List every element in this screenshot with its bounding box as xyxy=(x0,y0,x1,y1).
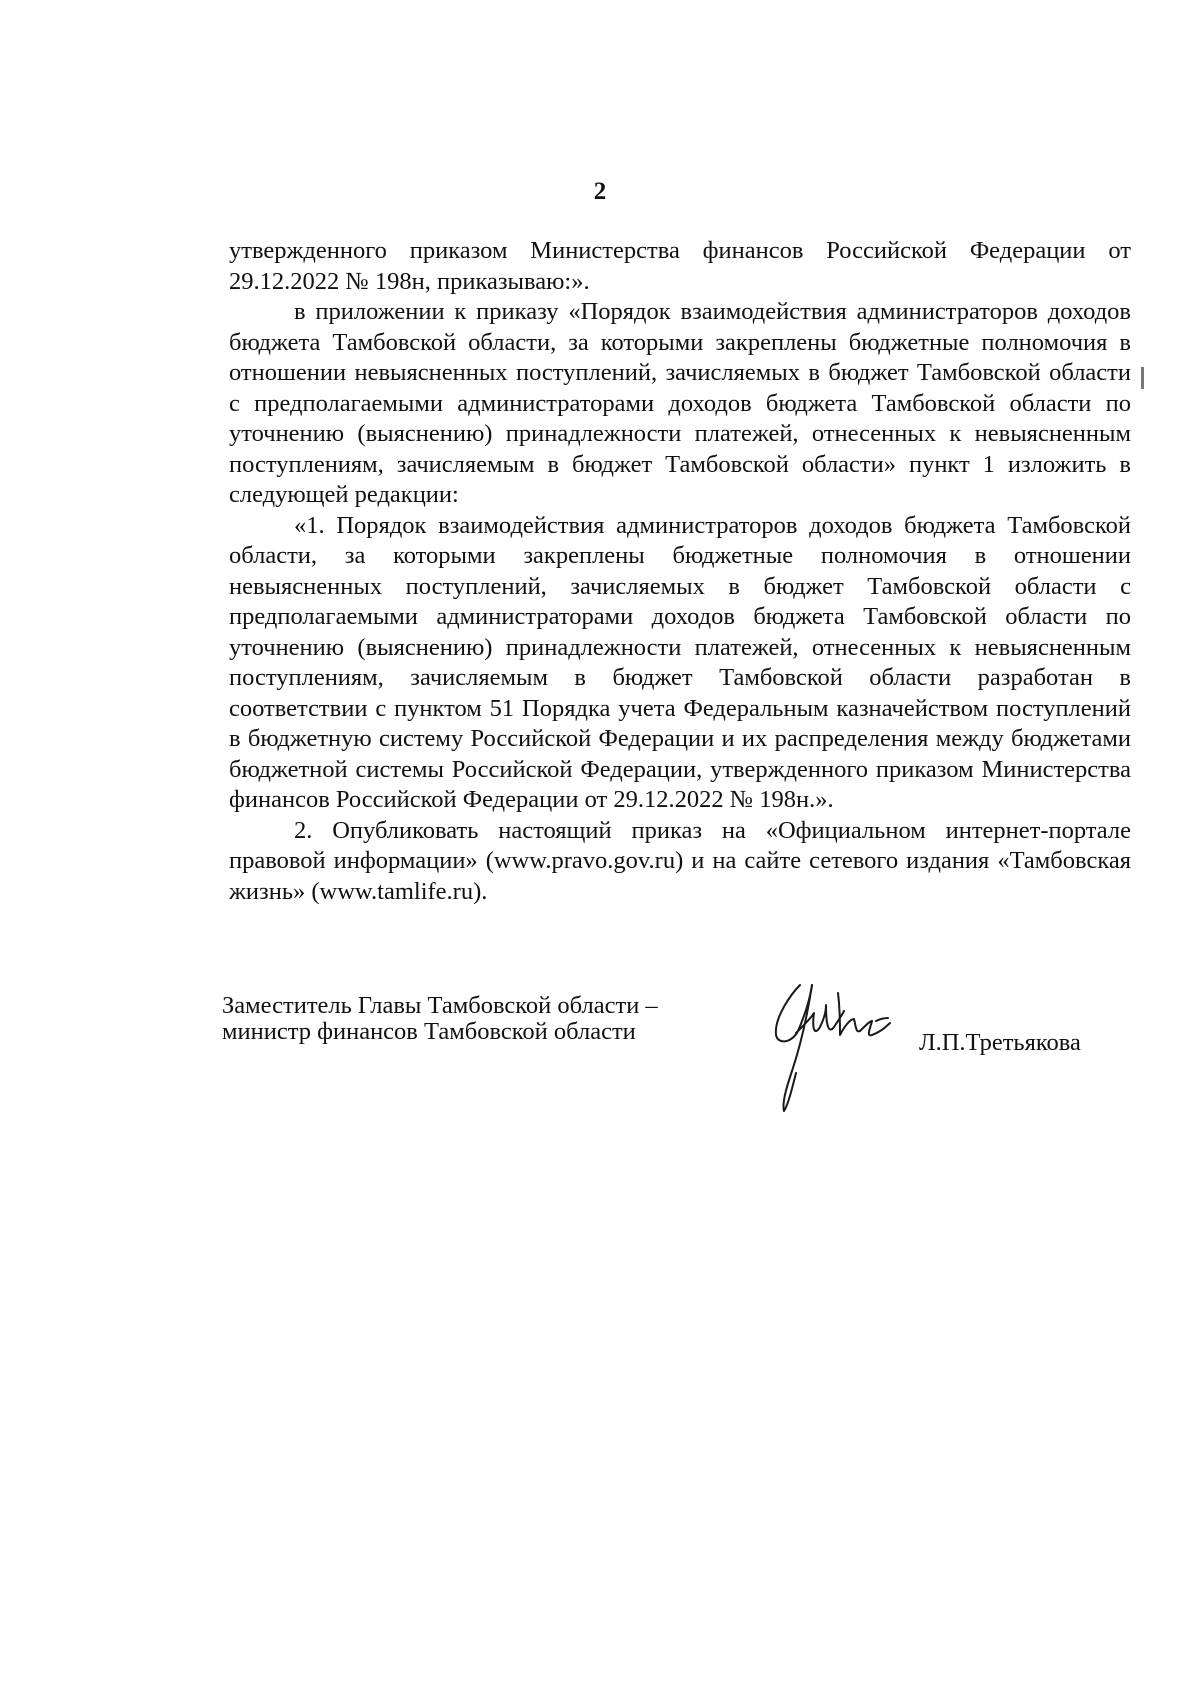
page-number: 2 xyxy=(593,178,607,205)
paragraph-continuation: утвержденного приказом Министерства финансов Российской Федерации от 29.12.2022 № 198н, приказываю:». xyxy=(229,237,1131,295)
signature-block xyxy=(222,993,1152,1163)
handwritten-signature xyxy=(752,971,902,1121)
signer-title xyxy=(222,993,658,1045)
signer-name: Л.П.Третьякова xyxy=(919,1029,1081,1056)
document-body xyxy=(229,236,1131,907)
paragraph-amended-point-1: «1. Порядок взаимодействия администраторов доходов бюджета Тамбовской области, за которыми закреплены бюджетные полномочия в отношении невыясненных поступлений, зачисляемых в бюджет Тамбовской области с предполагаемыми администраторами доходов бюджета Тамбовской области по уточнению (выяснению) принадлежности платежей, отнесенных к невыясненным поступлениям, зачисляемым в бюджет Тамбовской области разработан в соответствии с пунктом 51 Порядка учета Федеральным казначейством поступлений в бюджетную систему Российской Федерации и их распределения между бюджетами бюджетной системы Российской Федерации, утвержденного приказом Министерства финансов Российской Федерации от 29.12.2022 № 198н.». xyxy=(229,511,1131,813)
signer-title-line-1: Заместитель Главы Тамбовской области – xyxy=(222,992,658,1019)
paragraph-publication-order: 2. Опубликовать настоящий приказ на «Официальном интернет-портале правовой информации» (www.pravo.gov.ru) и на сайте сетевого издания «Тамбовская жизнь» (www.tamlife.ru). xyxy=(229,816,1131,905)
paragraph-amendment-intro: в приложении к приказу «Порядок взаимодействия администраторов доходов бюджета Тамбовской области, за которыми закреплены бюджетные полномочия в отношении невыясненных поступлений, зачисляемых в бюджет Тамбовской области с предполагаемыми администраторами доходов бюджета Тамбовской области по уточнению (выяснению) принадлежности платежей, отнесенных к невыясненным поступлениям, зачисляемым в бюджет Тамбовской области» пункт 1 изложить в следующей редакции: xyxy=(229,298,1131,508)
signer-title-line-2: министр финансов Тамбовской области xyxy=(222,1018,636,1045)
scan-margin-mark xyxy=(1141,367,1144,389)
